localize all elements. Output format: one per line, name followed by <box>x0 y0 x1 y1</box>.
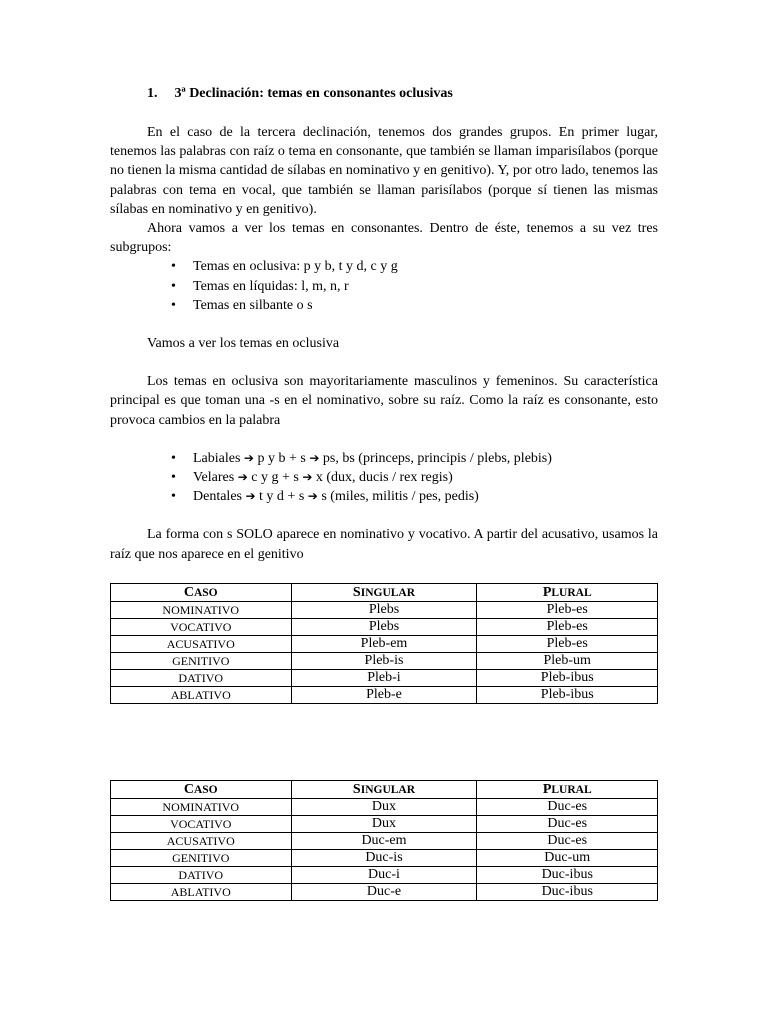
singular-cell: Duc-e <box>291 883 477 900</box>
singular-cell: Plebs <box>291 618 477 635</box>
table-row <box>111 635 658 652</box>
list-item <box>110 296 658 315</box>
singular-cell: Plebs <box>291 601 477 618</box>
change-result: s (miles, militis / pes, pedis) <box>321 489 479 505</box>
case-cell: ABLATIVO <box>111 686 292 703</box>
plural-cell: Pleb-ibus <box>477 686 658 703</box>
case-cell: NOMINATIVO <box>111 798 292 815</box>
arrow-right-icon: ➔ <box>245 489 256 504</box>
subgroups-list <box>110 257 658 315</box>
change-label: Dentales <box>193 489 242 505</box>
table-row <box>111 866 658 883</box>
singular-cell: Pleb-e <box>291 686 477 703</box>
arrow-right-icon: ➔ <box>302 470 313 485</box>
heading-number: 1. <box>147 86 158 101</box>
plural-cell: Pleb-es <box>477 618 658 635</box>
table-row <box>111 849 658 866</box>
column-header-plural: PLURAL <box>477 583 658 601</box>
declension-table-dux <box>110 780 658 901</box>
declension-table-plebs <box>110 583 658 704</box>
list-item <box>110 257 658 276</box>
plural-cell: Pleb-ibus <box>477 669 658 686</box>
plural-cell: Duc-es <box>477 815 658 832</box>
column-header-singular: SINGULAR <box>291 780 477 798</box>
change-result: x (dux, ducis / rex regis) <box>315 470 453 486</box>
plural-cell: Duc-es <box>477 798 658 815</box>
case-cell: ACUSATIVO <box>111 635 292 652</box>
oclusiva-intro-paragraph: Vamos a ver los temas en oclusiva <box>147 336 340 352</box>
list-item-text: Temas en oclusiva: p y b, t y d, c y g <box>193 259 398 275</box>
section-heading <box>147 84 658 103</box>
singular-cell: Dux <box>291 798 477 815</box>
table-row <box>111 686 658 703</box>
plural-cell: Duc-ibus <box>477 883 658 900</box>
table-row <box>111 652 658 669</box>
bullet-icon: • <box>171 278 176 294</box>
column-header-caso: CASO <box>111 780 292 798</box>
singular-cell: Duc-i <box>291 866 477 883</box>
plural-cell: Duc-um <box>477 849 658 866</box>
arrow-right-icon: ➔ <box>237 470 248 485</box>
list-item-text: Temas en silbante o s <box>193 297 313 313</box>
column-header-plural: PLURAL <box>477 780 658 798</box>
column-header-singular: SINGULAR <box>291 583 477 601</box>
change-rule: c y g + s <box>251 470 299 486</box>
document-body <box>110 84 658 901</box>
change-rule: t y d + s <box>259 489 305 505</box>
plural-cell: Pleb-um <box>477 652 658 669</box>
singular-cell: Dux <box>291 815 477 832</box>
column-header-caso: CASO <box>111 583 292 601</box>
singular-cell: Pleb-i <box>291 669 477 686</box>
bullet-icon: • <box>171 259 176 275</box>
plural-cell: Pleb-es <box>477 635 658 652</box>
arrow-right-icon: ➔ <box>309 450 320 465</box>
bullet-icon: • <box>171 470 176 486</box>
change-rule: p y b + s <box>257 450 306 466</box>
case-cell: GENITIVO <box>111 652 292 669</box>
table-row <box>111 669 658 686</box>
intro-paragraph: En el caso de la tercera declinación, tenemos dos grandes grupos. En primer lugar, tenemos las palabras con raíz o tema en consonante, que también se llaman imparisílabos (porque no tienen la misma cantidad de sílabas en nominativo y en genitivo). Y, por otro lado, tenemos las palabras con tema en vocal, que también se llaman parisílabos (porque sí tienen las mismas sílabas en nominativo y en genitivo). <box>110 125 658 217</box>
table-row <box>111 618 658 635</box>
bullet-icon: • <box>171 450 176 466</box>
case-cell: NOMINATIVO <box>111 601 292 618</box>
plural-cell: Pleb-es <box>477 601 658 618</box>
changes-list <box>110 449 658 507</box>
list-item <box>110 487 658 506</box>
list-item-text: Temas en líquidas: l, m, n, r <box>193 278 349 294</box>
solo-nominativo-paragraph: La forma con s SOLO aparece en nominativo y vocativo. A partir del acusativo, usamos la raíz que nos aparece en el genitivo <box>110 527 658 562</box>
list-item <box>110 449 658 468</box>
subgroups-paragraph: Ahora vamos a ver los temas en consonantes. Dentro de éste, tenemos a su vez tres subgrupos: <box>110 221 658 256</box>
table-row <box>111 601 658 618</box>
case-cell: GENITIVO <box>111 849 292 866</box>
case-cell: ABLATIVO <box>111 883 292 900</box>
plural-cell: Duc-ibus <box>477 866 658 883</box>
table-header-row <box>111 780 658 798</box>
singular-cell: Pleb-is <box>291 652 477 669</box>
list-item <box>110 277 658 296</box>
case-cell: VOCATIVO <box>111 618 292 635</box>
case-cell: ACUSATIVO <box>111 832 292 849</box>
table-row <box>111 815 658 832</box>
arrow-right-icon: ➔ <box>243 450 254 465</box>
singular-cell: Pleb-em <box>291 635 477 652</box>
change-label: Labiales <box>193 450 241 466</box>
arrow-right-icon: ➔ <box>307 489 318 504</box>
table-row <box>111 798 658 815</box>
singular-cell: Duc-em <box>291 832 477 849</box>
change-result: ps, bs (princeps, principis / plebs, plebis) <box>322 450 552 466</box>
table-row <box>111 883 658 900</box>
plural-cell: Duc-es <box>477 832 658 849</box>
list-item <box>110 468 658 487</box>
bullet-icon: • <box>171 297 176 313</box>
bullet-icon: • <box>171 489 176 505</box>
heading-title: 3ª Declinación: temas en consonantes oclusivas <box>174 86 453 101</box>
case-cell: DATIVO <box>111 866 292 883</box>
case-cell: DATIVO <box>111 669 292 686</box>
table-row <box>111 832 658 849</box>
case-cell: VOCATIVO <box>111 815 292 832</box>
singular-cell: Duc-is <box>291 849 477 866</box>
table-header-row <box>111 583 658 601</box>
change-label: Velares <box>193 470 235 486</box>
oclusiva-description-paragraph: Los temas en oclusiva son mayoritariamente masculinos y femeninos. Su característica principal es que toman una -s en el nominativo, sobre su raíz. Como la raíz es consonante, esto provoca cambios en la palabra <box>110 374 658 428</box>
